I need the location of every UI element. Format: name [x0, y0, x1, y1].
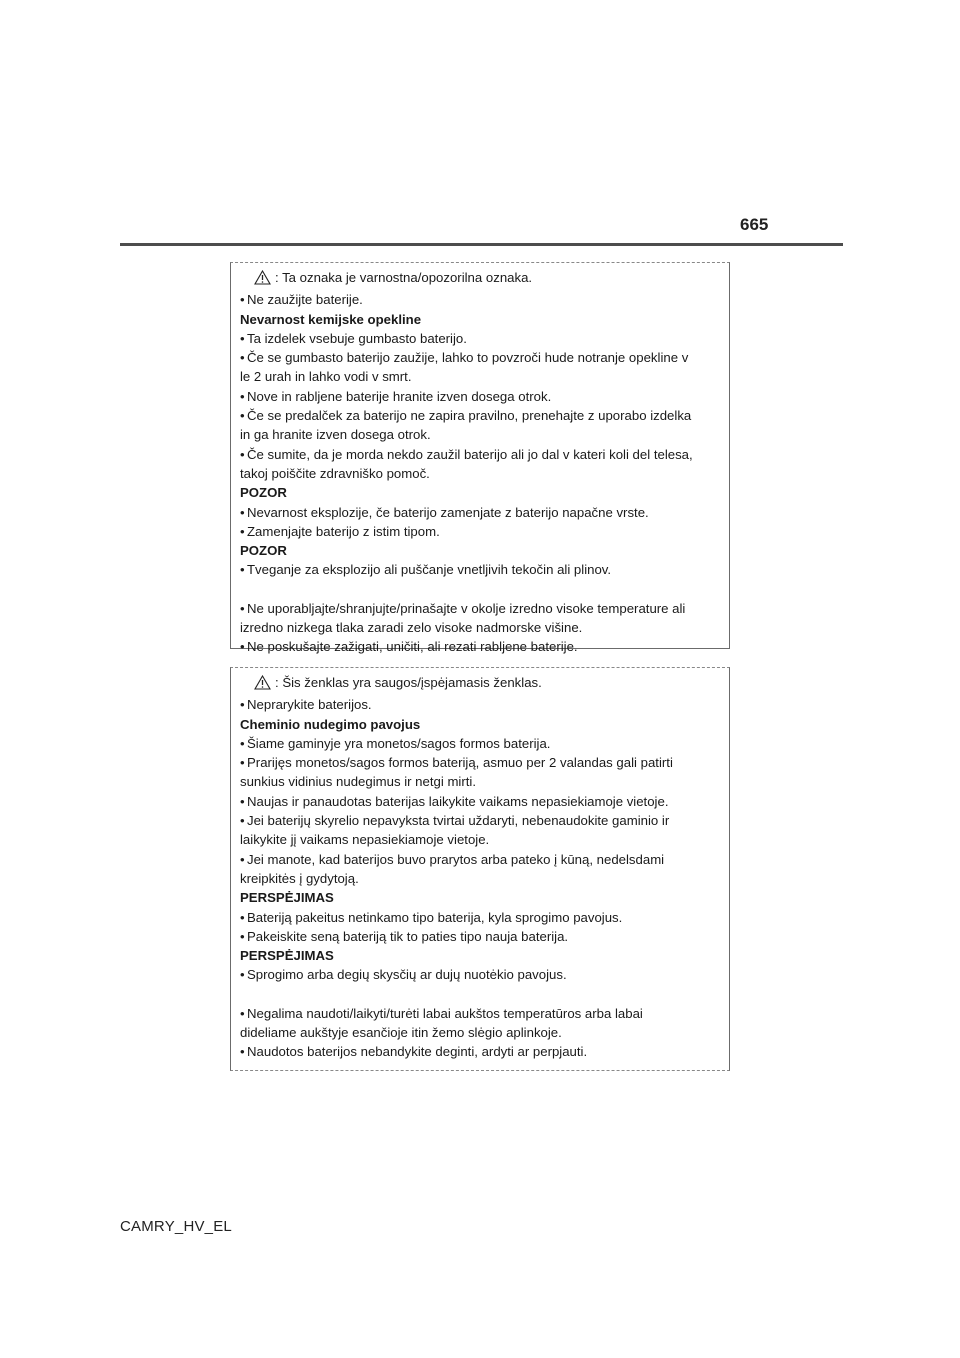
bullet-item: • Če se gumbasto baterijo zaužije, lahko to povzroči hude notranje opekline v: [240, 350, 689, 366]
bullet-item: • Nove in rabljene baterije hranite izven dosega otrok.: [240, 388, 552, 404]
section-heading: Nevarnost kemijske opekline: [240, 311, 422, 327]
bullet-item: • Ne poskušajte zažigati, uničiti, ali rezati rabljene baterije.: [240, 639, 578, 655]
bullet-continuation: izredno nizkega tlaka zaradi zelo visoke nadmorske višine.: [240, 620, 583, 636]
bullet-continuation: in ga hranite izven dosega otrok.: [240, 427, 431, 443]
bullet-item: • Sprogimo arba degių skysčių ar dujų nuotėkio pavojus.: [240, 967, 567, 983]
notice-box-lithuanian: [230, 667, 730, 1071]
bullet-item: • Naujas ir panaudotas baterijas laikykite vaikams nepasiekiamoje vietoje.: [240, 793, 669, 809]
bullet-item: • Tveganje za eksplozijo ali puščanje vnetljivih tekočin ali plinov.: [240, 562, 612, 578]
caution-heading: POZOR: [240, 543, 287, 559]
bullet-continuation: laikykite jį vaikams nepasiekiamoje vietoje.: [240, 832, 490, 848]
bullet-item: • Prarijęs monetos/sagos formos bateriją, asmuo per 2 valandas gali patirti: [240, 755, 673, 771]
bullet-item: • Neprarykite baterijos.: [240, 697, 372, 713]
notice-box-slovenian: [230, 262, 730, 655]
caution-heading: PERSPĖJIMAS: [240, 948, 334, 964]
bullet-item: • Pakeiskite seną bateriją tik to paties tipo nauja baterija.: [240, 928, 569, 944]
bullet-continuation: le 2 urah in lahko vodi v smrt.: [240, 369, 412, 385]
bullet-item: • Ne zaužijte baterije.: [240, 292, 363, 308]
bullet-item: • Bateriją pakeitus netinkamo tipo baterija, kyla sprogimo pavojus.: [240, 909, 623, 925]
header-rule: [120, 243, 843, 246]
bullet-item: • Ta izdelek vsebuje gumbasto baterijo.: [240, 330, 467, 346]
warning-triangle-icon: [254, 270, 271, 290]
bullet-continuation: kreipkitės į gydytoją.: [240, 870, 359, 886]
caution-heading: POZOR: [240, 485, 287, 501]
symbol-note: : Ta oznaka je varnostna/opozorilna oznaka.: [275, 270, 533, 285]
bullet-item: • Šiame gaminyje yra monetos/sagos formos baterija.: [240, 735, 551, 751]
symbol-note-line: [240, 673, 721, 695]
caution-heading: PERSPĖJIMAS: [240, 890, 334, 906]
bullet-item: • Jei baterijų skyrelio nepavyksta tvirtai uždaryti, nebenaudokite gaminio ir: [240, 813, 670, 829]
bullet-continuation: dideliame aukštyje esančioje itin žemo slėgio aplinkoje.: [240, 1025, 562, 1041]
section-heading: Cheminio nudegimo pavojus: [240, 716, 421, 732]
bullet-item: • Nevarnost eksplozije, če baterijo zamenjate z baterijo napačne vrste.: [240, 504, 649, 520]
bullet-continuation: takoj poiščite zdravniško pomoč.: [240, 465, 430, 481]
bullet-item: • Jei manote, kad baterijos buvo prarytos arba pateko į kūną, nedelsdami: [240, 851, 665, 867]
bullet-continuation: sunkius vidinius nudegimus ir netgi mirti.: [240, 774, 477, 790]
footer-model-code: CAMRY_HV_EL: [120, 1218, 232, 1235]
symbol-note-line: [240, 268, 721, 290]
bullet-item: • Zamenjajte baterijo z istim tipom.: [240, 523, 440, 539]
bullet-item: • Če se predalček za baterijo ne zapira pravilno, prenehajte z uporabo izdelka: [240, 408, 692, 424]
symbol-note: : Šis ženklas yra saugos/įspėjamasis ženklas.: [275, 675, 542, 690]
bullet-item: • Ne uporabljajte/shranjujte/prinašajte v okolje izredno visoke temperature ali: [240, 600, 686, 616]
page-number: 665: [740, 215, 769, 234]
bullet-item: • Naudotos baterijos nebandykite deginti, ardyti ar perpjauti.: [240, 1044, 588, 1060]
warning-triangle-icon: [254, 675, 271, 695]
bullet-item: • Če sumite, da je morda nekdo zaužil baterijo ali jo dal v kateri koli del telesa,: [240, 446, 693, 462]
bullet-item: • Negalima naudoti/laikyti/turėti labai aukštos temperatūros arba labai: [240, 1005, 643, 1021]
